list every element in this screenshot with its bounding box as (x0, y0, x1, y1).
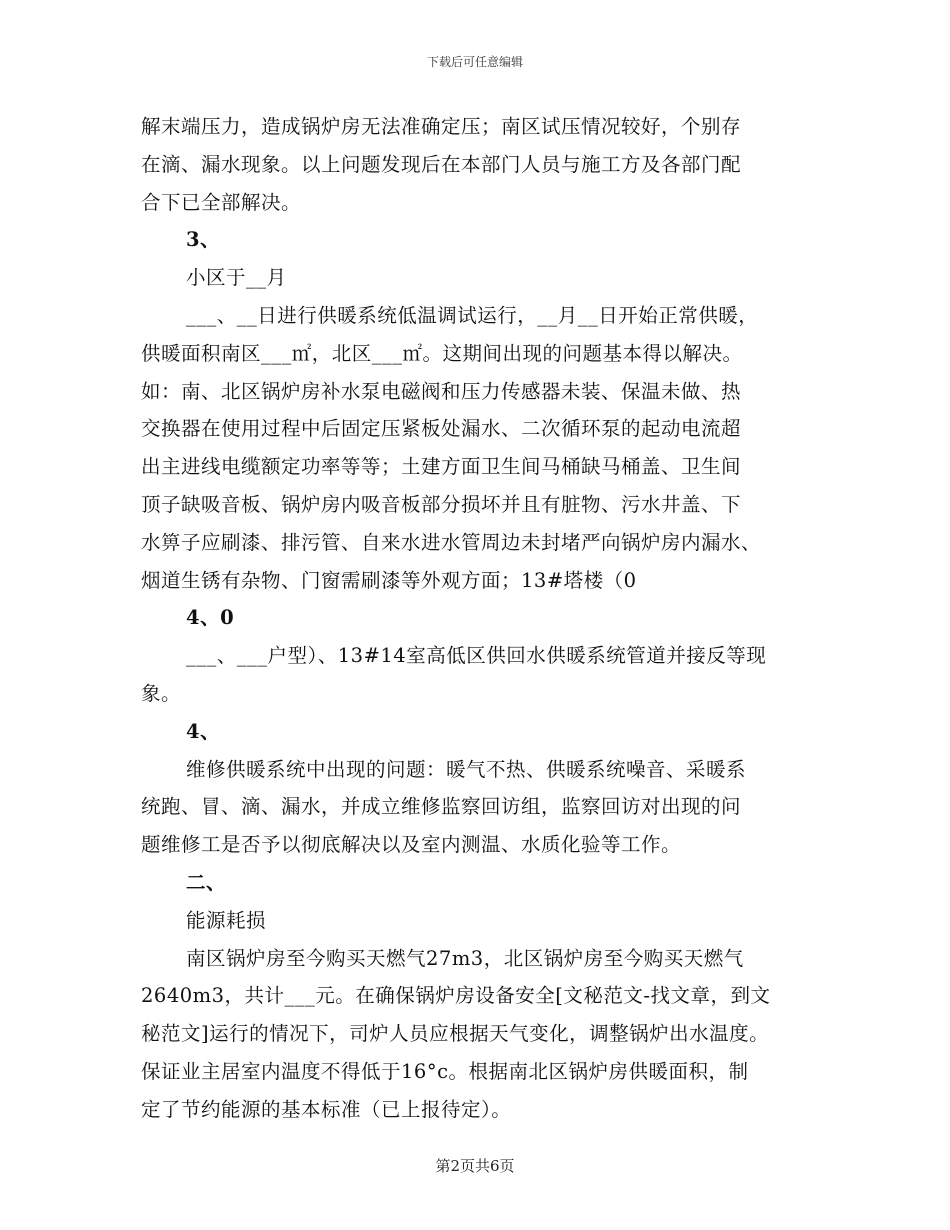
text-line: 顶子缺吸音板、锅炉房内吸音板部分损坏并且有脏物、污水井盖、下 (141, 492, 742, 516)
text-line: 出主进线电缆额定功率等等；土建方面卫生间马桶缺马桶盖、卫生间 (141, 455, 742, 479)
text-line: ___、__日进行供暖系统低温调试运行，__月__日开始正常供暖， (186, 303, 759, 327)
text-line: 水箅子应刷漆、排污管、自来水进水管周边未封堵严向锅炉房内漏水、 (141, 530, 762, 554)
section-number: 4、 (186, 719, 221, 743)
text-line: 象。 (141, 681, 182, 705)
text-line: 秘范文]运行的情况下，司炉人员应根据天气变化，调整锅炉出水温度。 (141, 1022, 770, 1046)
text-line: 如：南、北区锅炉房补水泵电磁阀和压力传感器未装、保温未做、热 (141, 379, 742, 403)
section-number: 3、 (186, 228, 221, 252)
text-line: 交换器在使用过程中后固定压紧板处漏水、二次循环泵的起动电流超 (141, 417, 742, 441)
text-line: 定了节约能源的基本标准（已上报待定）。 (141, 1097, 512, 1121)
text-line: 烟道生锈有杂物、门窗需刷漆等外观方面；13#塔楼（0 (141, 568, 637, 592)
text-line: 题维修工是否予以彻底解决以及室内测温、水质化验等工作。 (141, 833, 682, 857)
document-body (141, 108, 821, 1129)
text-line: 供暖面积南区___㎡，北区___㎡。这期间出现的问题基本得以解决。 (141, 341, 743, 365)
text-line: 南区锅炉房至今购买天燃气27m3，北区锅炉房至今购买天燃气 (186, 946, 744, 970)
text-line: ___、___户型）、13#14室高低区供回水供暖系统管道并接反等现 (186, 644, 767, 668)
page-footer: 第2页共6页 (435, 1157, 515, 1175)
text-line: 小区于__月 (186, 266, 287, 290)
text-line: 解末端压力，造成锅炉房无法准确定压；南区试压情况较好，个别存 (141, 115, 742, 138)
text-line: 合下已全部解决。 (141, 190, 302, 214)
text-line: 维修供暖系统中出现的问题：暖气不热、供暖系统噪音、采暖系 (186, 757, 747, 781)
section-title: 能源耗损 (186, 908, 267, 932)
text-line: 统跑、冒、滴、漏水，并成立维修监察回访组，监察回访对出现的问 (141, 795, 742, 819)
section-heading: 二、 (186, 870, 227, 894)
text-line: 在滴、漏水现象。以上问题发现后在本部门人员与施工方及各部门配 (141, 152, 742, 176)
section-number: 4、0 (186, 606, 235, 630)
page-header: 下载后可任意编辑 (426, 55, 523, 69)
text-line: 2640m3，共计___元。在确保锅炉房设备安全[文秘范文-找文章，到文 (141, 984, 771, 1008)
text-line: 保证业主居室内温度不得低于16°c。根据南北区锅炉房供暖面积，制 (141, 1059, 749, 1083)
